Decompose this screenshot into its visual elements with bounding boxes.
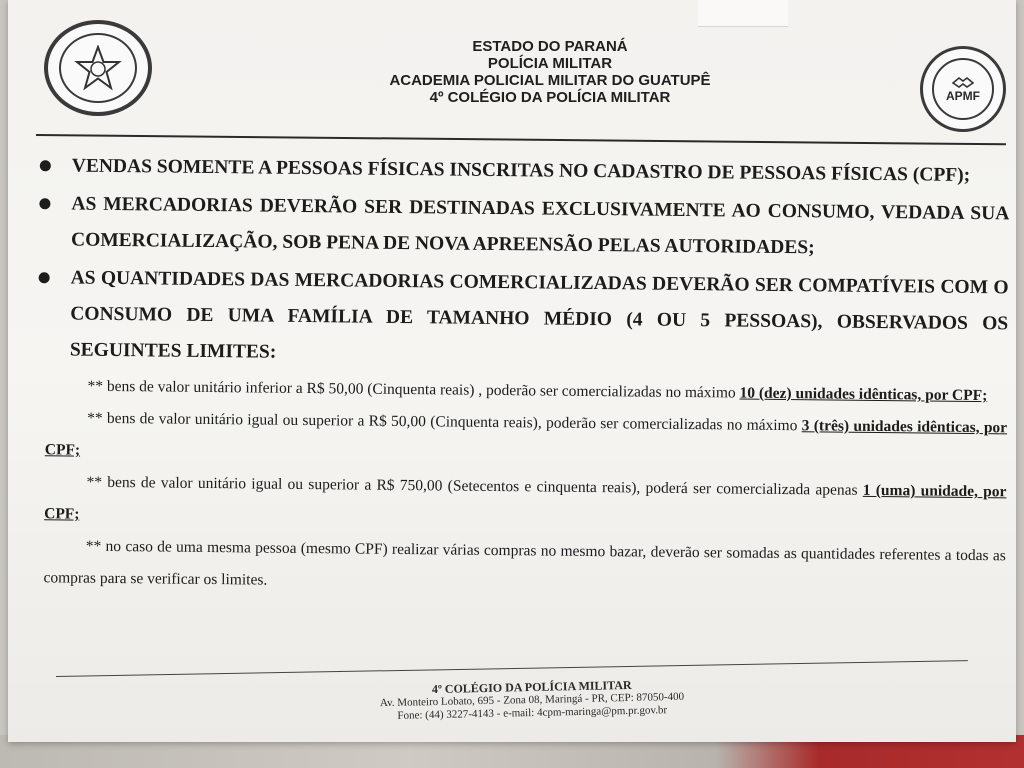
- limit-emphasis: 3 (três) unidades idênticas, por CPF;: [44, 417, 1008, 459]
- limit-text: ** no caso de uma mesma pessoa (mesmo CPF) realizar várias compras no mesmo bazar, deverão ser somadas as quantidades referentes a todas as compras para se verificar os limites.: [43, 537, 1006, 589]
- bullet-icon: [40, 160, 51, 171]
- header-police: POLÍCIA MILITAR: [487, 55, 613, 72]
- apmf-emblem: [932, 58, 994, 120]
- footer-contact: Fone: (44) 3227-4143 - e-mail: 4cpm-maringa@pm.pr.gov.br: [397, 704, 668, 722]
- limit-text: ** bens de valor unitário igual ou superior a R$ 50,00 (Cinquenta reais), poderão ser comercializadas no máximo: [87, 409, 802, 435]
- rule-text: VENDAS SOMENTE A PESSOAS FÍSICAS INSCRITAS NO CADASTRO DE PESSOAS FÍSICAS (CPF);: [71, 155, 971, 186]
- limit-text: ** bens de valor unitário inferior a R$ 50,00 (Cinquenta reais) , poderão ser comercializadas no máximo: [87, 377, 740, 402]
- header-academy: ACADEMIA POLICIAL MILITAR DO GUATUPÊ: [389, 72, 711, 89]
- limit-item: [16, 466, 1007, 540]
- footer-address: Av. Monteiro Lobato, 695 - Zona 08, Maringá - PR, CEP: 87050-400: [379, 690, 685, 710]
- policia-militar-seal: [44, 20, 152, 116]
- bullet-icon: [39, 272, 50, 283]
- rule-text: AS QUANTIDADES DAS MERCADORIAS COMERCIALIZADAS DEVERÃO SER COMPATÍVEIS COM O CONSUMO DE UMA FAMÍLIA DE TAMANHO MÉDIO (4 OU 5 PESSOAS), OBSERVADOS OS SEGUINTES LIMITES:: [69, 267, 1009, 363]
- header-college: 4º COLÉGIO DA POLÍCIA MILITAR: [429, 89, 671, 106]
- limit-item: [15, 530, 1006, 604]
- bullet-icon: [39, 198, 50, 209]
- rule-text: AS MERCADORIAS DEVERÃO SER DESTINADAS EXCLUSIVAMENTE AO CONSUMO, VEDADA SUA COMERCIALIZAÇÃO, SOB PENA DE NOVA APREENSÃO PELAS AUTORIDADES;: [70, 193, 1010, 259]
- limit-emphasis: 10 (dez) unidades idênticas, por CPF;: [739, 384, 988, 405]
- notice-body: [15, 148, 1010, 604]
- apmf-seal: [920, 46, 1006, 132]
- limit-text: ** bens de valor unitário igual ou superior a R$ 750,00 (Setecentos e cinquenta reais), poderá ser comercializada apenas: [86, 473, 863, 499]
- adhesive-tape: [698, 0, 788, 27]
- limit-emphasis: 1 (uma) unidade, por CPF;: [44, 481, 1007, 523]
- header-state: ESTADO DO PARANÁ: [472, 38, 628, 55]
- letterhead: [300, 38, 800, 106]
- rule-item: [18, 260, 1009, 378]
- limit-item: [17, 402, 1008, 476]
- apmf-logo-text: APMF: [946, 89, 980, 103]
- footer-title: 4º COLÉGIO DA POLÍCIA MILITAR: [431, 677, 632, 697]
- rule-item: [19, 186, 1010, 268]
- star-emblem-icon: [59, 33, 137, 103]
- handshake-icon: [952, 75, 974, 89]
